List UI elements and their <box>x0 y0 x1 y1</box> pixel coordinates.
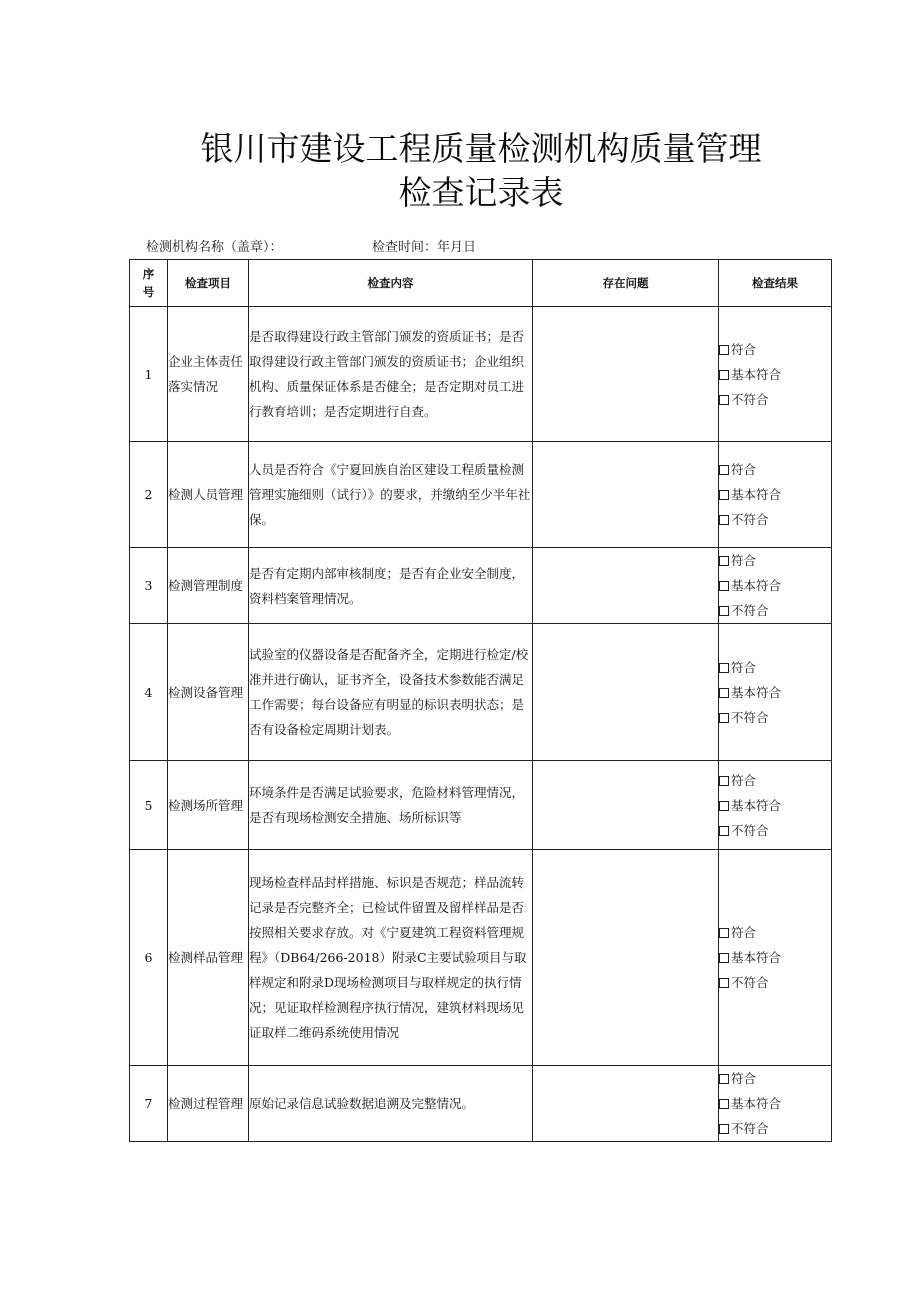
row-issue-cell[interactable] <box>533 850 719 1066</box>
row-seq: 6 <box>130 850 168 1066</box>
row-issue-cell[interactable] <box>533 307 719 442</box>
option-label: 符合 <box>731 1071 757 1086</box>
checkbox-icon[interactable] <box>719 688 729 698</box>
checkbox-icon[interactable] <box>719 490 729 500</box>
result-option-basic-conform[interactable] <box>719 362 831 387</box>
row-issue-cell[interactable] <box>533 1066 719 1142</box>
result-option-conform[interactable] <box>719 457 831 482</box>
page-title: 银川市建设工程质量检测机构质量管理 <box>200 129 762 168</box>
option-label: 不符合 <box>731 391 769 407</box>
option-label: 基本符合 <box>731 1096 782 1111</box>
checkbox-icon[interactable] <box>719 606 729 616</box>
row-content: 人员是否符合《宁夏回族自治区建设工程质量检测管理实施细则（试行）》的要求，并缴纳至少半年社保。 <box>249 442 533 548</box>
option-label: 基本符合 <box>731 950 782 965</box>
row-content: 环境条件是否满足试验要求，危险材料管理情况，是否有现场检测安全措施、场所标识等 <box>249 761 533 850</box>
row-issue-cell[interactable] <box>533 442 719 548</box>
row-result <box>719 624 832 761</box>
option-label: 不符合 <box>731 1121 769 1136</box>
result-option-nonconform[interactable] <box>719 598 831 623</box>
option-label: 符合 <box>731 341 757 357</box>
row-seq: 5 <box>130 761 168 850</box>
option-label: 基本符合 <box>731 487 782 502</box>
header-seq-line2: 号 <box>142 285 155 299</box>
header-issue: 存在问题 <box>533 260 719 307</box>
option-label: 基本符合 <box>731 797 782 813</box>
checkbox-icon[interactable] <box>719 776 729 786</box>
row-item: 企业主体责任落实情况 <box>168 307 249 442</box>
row-item: 检测管理制度 <box>168 548 249 624</box>
result-option-nonconform[interactable] <box>719 507 831 532</box>
row-seq: 2 <box>130 442 168 548</box>
header-seq-line1: 序 <box>142 267 155 281</box>
option-label: 基本符合 <box>731 366 782 382</box>
checkbox-icon[interactable] <box>719 713 729 723</box>
row-result <box>719 548 832 624</box>
table-row <box>130 761 832 850</box>
option-label: 不符合 <box>731 512 769 527</box>
row-seq: 4 <box>130 624 168 761</box>
row-seq: 1 <box>130 307 168 442</box>
row-content: 试验室的仪器设备是否配备齐全，定期进行检定/校准并进行确认，证书齐全，设备技术参数能否满足工作需要；每台设备应有明显的标识表明状态；是否有设备检定周期计划表。 <box>249 624 533 761</box>
row-result <box>719 850 832 1066</box>
option-label: 符合 <box>731 553 757 568</box>
row-item: 检测场所管理 <box>168 761 249 850</box>
header-seq <box>130 260 168 307</box>
result-option-basic-conform[interactable] <box>719 482 831 507</box>
checkbox-icon[interactable] <box>719 1124 729 1134</box>
option-label: 符合 <box>731 659 757 675</box>
result-option-conform[interactable] <box>719 655 831 680</box>
result-option-basic-conform[interactable] <box>719 793 831 818</box>
row-item: 检测过程管理 <box>168 1066 249 1142</box>
result-option-conform[interactable] <box>719 768 831 793</box>
row-result <box>719 307 832 442</box>
checkbox-icon[interactable] <box>719 345 729 355</box>
row-seq: 7 <box>130 1066 168 1142</box>
row-issue-cell[interactable] <box>533 624 719 761</box>
row-content: 原始记录信息试验数据追溯及完整情况。 <box>249 1066 533 1142</box>
option-label: 不符合 <box>731 709 769 725</box>
row-issue-cell[interactable] <box>533 761 719 850</box>
row-seq: 3 <box>130 548 168 624</box>
checkbox-icon[interactable] <box>719 465 729 475</box>
result-option-basic-conform[interactable] <box>719 945 831 970</box>
row-content: 是否有定期内部审核制度；是否有企业安全制度，资料档案管理情况。 <box>249 548 533 624</box>
header-content: 检查内容 <box>249 260 533 307</box>
inspection-table <box>129 259 832 1142</box>
row-result <box>719 1066 832 1142</box>
checkbox-icon[interactable] <box>719 928 729 938</box>
option-label: 基本符合 <box>731 578 782 593</box>
checkbox-icon[interactable] <box>719 581 729 591</box>
checkbox-icon[interactable] <box>719 801 729 811</box>
checkbox-icon[interactable] <box>719 515 729 525</box>
table-row <box>130 1066 832 1142</box>
result-option-nonconform[interactable] <box>719 970 831 995</box>
row-item: 检测人员管理 <box>168 442 249 548</box>
row-content: 现场检查样品封样措施、标识是否规范；样品流转记录是否完整齐全；已检试件留置及留样样品是否按照相关要求存放。对《宁夏建筑工程资料管理规程》（DB64/266-2018）附录C主要试验项目与取样规定和附录D现场检测项目与取样规定的执行情况；见证取样检测程序执行情况，建筑材料现场见证取样二维码系统使用情况 <box>249 850 533 1066</box>
result-option-nonconform[interactable] <box>719 1116 831 1141</box>
result-option-conform[interactable] <box>719 548 831 573</box>
result-option-conform[interactable] <box>719 920 831 945</box>
inspection-time-label: 检查时间：年月日 <box>372 240 477 255</box>
result-option-basic-conform[interactable] <box>719 680 831 705</box>
checkbox-icon[interactable] <box>719 1099 729 1109</box>
row-result <box>719 442 832 548</box>
option-label: 不符合 <box>731 975 769 990</box>
result-option-conform[interactable] <box>719 337 831 362</box>
result-option-nonconform[interactable] <box>719 705 831 730</box>
row-result <box>719 761 832 850</box>
option-label: 不符合 <box>731 603 769 618</box>
page-subtitle: 检查记录表 <box>398 173 564 212</box>
option-label: 符合 <box>731 772 757 788</box>
header-result: 检查结果 <box>719 260 832 307</box>
table-row <box>130 624 832 761</box>
org-name-label: 检测机构名称（盖章）： <box>146 240 283 255</box>
checkbox-icon[interactable] <box>719 556 729 566</box>
option-label: 不符合 <box>731 822 769 838</box>
header-item: 检查项目 <box>168 260 249 307</box>
result-option-basic-conform[interactable] <box>719 573 831 598</box>
checkbox-icon[interactable] <box>719 395 729 405</box>
checkbox-icon[interactable] <box>719 953 729 963</box>
option-label: 基本符合 <box>731 684 782 700</box>
table-row <box>130 850 832 1066</box>
option-label: 符合 <box>731 925 757 940</box>
result-option-conform[interactable] <box>719 1066 831 1091</box>
checkbox-icon[interactable] <box>719 370 729 380</box>
row-item: 检测样品管理 <box>168 850 249 1066</box>
row-item: 检测设备管理 <box>168 624 249 761</box>
table-header-row <box>130 260 832 307</box>
table-row <box>130 442 832 548</box>
table-row <box>130 548 832 624</box>
checkbox-icon[interactable] <box>719 663 729 673</box>
table-row <box>130 307 832 442</box>
result-option-basic-conform[interactable] <box>719 1091 831 1116</box>
checkbox-icon[interactable] <box>719 978 729 988</box>
row-content: 是否取得建设行政主管部门颁发的资质证书；是否取得建设行政主管部门颁发的资质证书；企业组织机构、质量保证体系是否健全；是否定期对员工进行教育培训；是否定期进行自查。 <box>249 307 533 442</box>
checkbox-icon[interactable] <box>719 1074 729 1084</box>
result-option-nonconform[interactable] <box>719 387 831 412</box>
result-option-nonconform[interactable] <box>719 818 831 843</box>
row-issue-cell[interactable] <box>533 548 719 624</box>
option-label: 符合 <box>731 462 757 477</box>
checkbox-icon[interactable] <box>719 826 729 836</box>
